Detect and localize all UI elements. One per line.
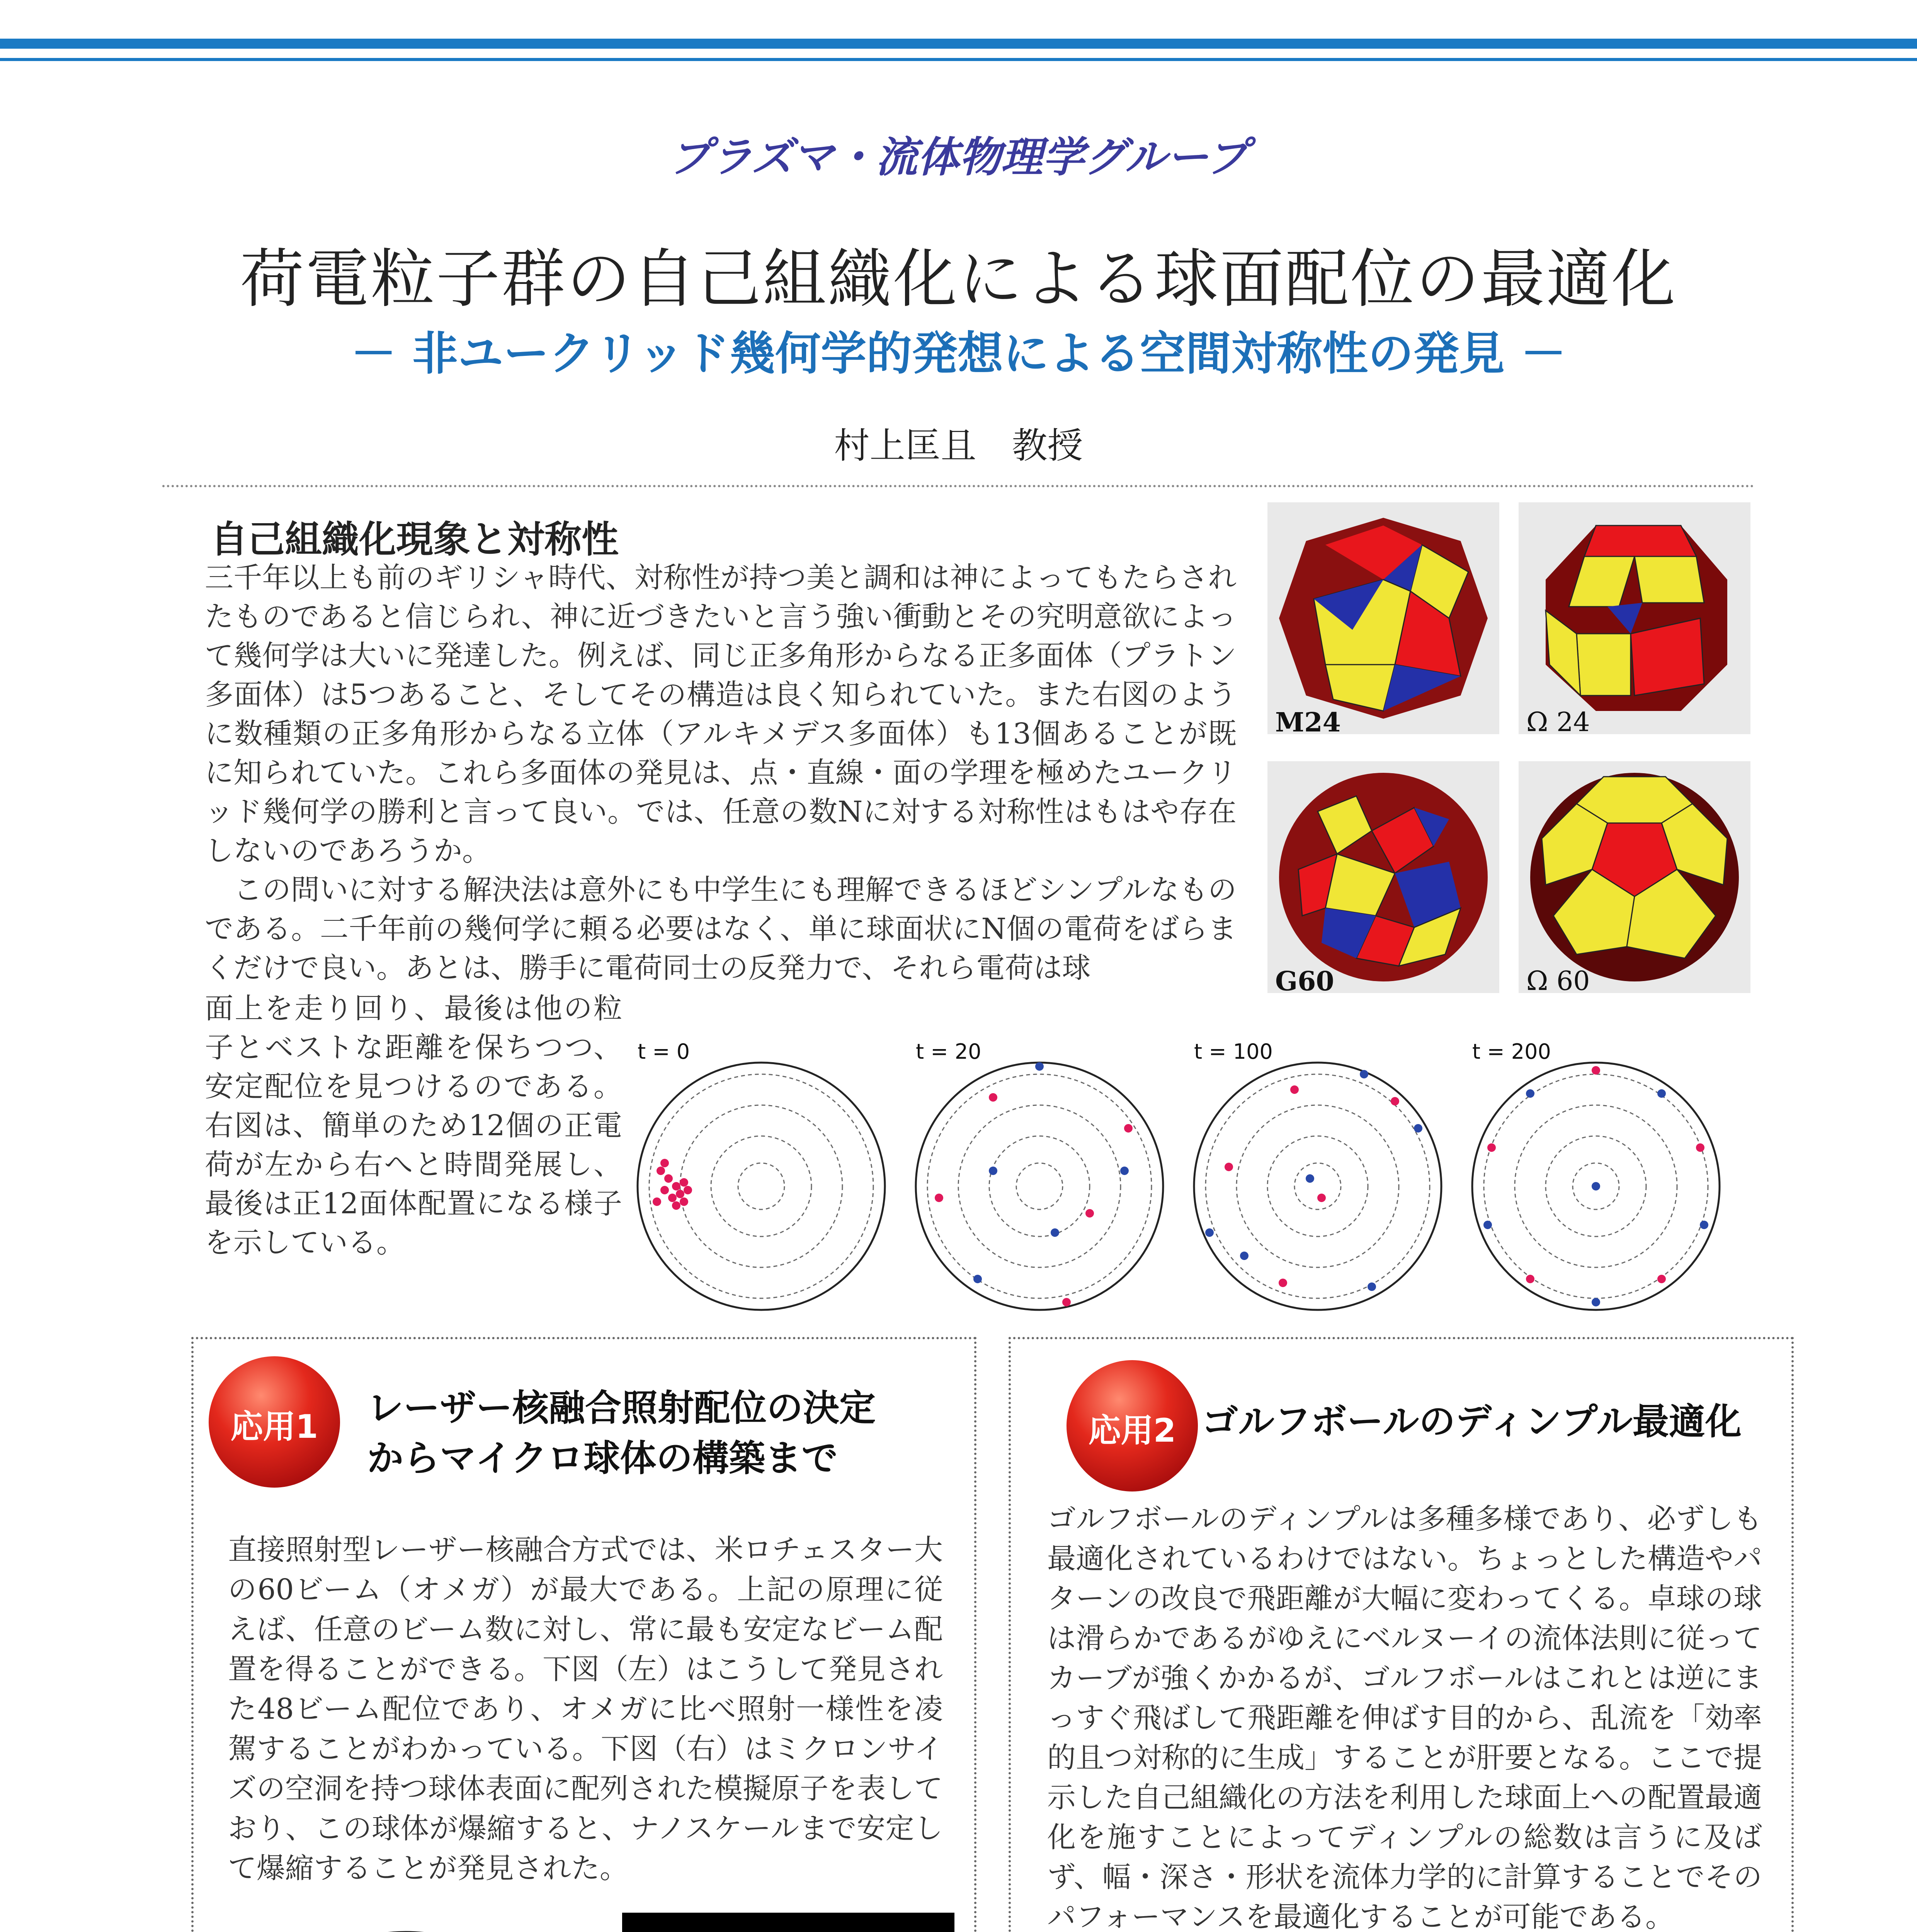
evolution-label-t200: t = 200: [1472, 1039, 1551, 1064]
polyhedron-label-g60: G60: [1275, 966, 1334, 997]
paragraph-3: 面上を走り回り、最後は他の粒子とベストな距離を保ちつつ、安定配位を見つけるのである。右図は、簡単のため12個の正電荷が左から右へと時間発展し、最後は正12面体配置になる様子を示している。: [205, 992, 622, 1259]
evolution-label-t20: t = 20: [916, 1039, 981, 1064]
section-heading: 自己組織化現象と対称性: [211, 518, 619, 561]
evolution-label-t100: t = 100: [1194, 1039, 1273, 1064]
application-1-heading-line1: レーザー核融合照射配位の決定: [367, 1387, 876, 1429]
paragraph-2: この問いに対する解決法は意外にも中学生にも理解できるほどシンプルなものである。二千年前の幾何学に頼る必要はなく、単に球面状にN個の電荷をばらまくだけで良い。あとは、勝手に電荷同士の反発力で、それら電荷は球: [205, 873, 1237, 985]
polyhedron-m24-image: [1267, 502, 1499, 734]
polyhedron-omega60-image: [1519, 761, 1750, 993]
polyhedron-g60-image: [1267, 761, 1499, 993]
application-1-badge: [209, 1356, 340, 1488]
evolution-label-t0: t = 0: [638, 1039, 690, 1064]
top-rule-thin: [0, 58, 1917, 61]
polyhedron-omega24-image: [1519, 502, 1750, 734]
page-title: 荷電粒子群の自己組織化による球面配位の最適化: [240, 242, 1677, 316]
page-subtitle: － 非ユークリッド幾何学的発想による空間対称性の発見 －: [350, 327, 1567, 380]
section-body: [205, 558, 1237, 988]
application-2-heading: ゴルフボールのディンプル最適化: [1202, 1401, 1742, 1443]
evolution-panel-t200: [1472, 1063, 1720, 1310]
evolution-panel-t20: [916, 1062, 1163, 1310]
header-divider: [162, 485, 1754, 487]
evolution-panel-t100: [1194, 1063, 1441, 1310]
group-name: プラズマ・流体物理学グループ: [669, 133, 1248, 182]
paragraph-1: 三千年以上も前のギリシャ時代、対称性が持つ美と調和は神によってもたらされたものであると信じられ、神に近づきたいと言う強い衝動とその究明意欲によって幾何学は大いに発達した。例えば、同じ正多角形からなる正多面体（プラトン多面体）は5つあること、そしてその構造は良く知られていた。また右図のように数種類の正多角形からなる立体（アルキメデス多面体）も13個あることが既に知られていた。これら多面体の発見は、点・直線・面の学理を極めたユークリッド幾何学の勝利と言って良い。では、任意の数Nに対する対称性はもはや存在しないのであろうか。: [205, 561, 1237, 867]
application-2-body: ゴルフボールのディンプルは多種多様であり、必ずしも最適化されているわけではない。ちょっとした構造やパターンの改良で飛距離が大幅に変わってくる。卓球の球は滑らかであるがゆえにベルヌーイの流体法則に従ってカーブが強くかかるが、ゴルフボールはこれとは逆にまっすぐ飛ばして飛距離を伸ばす目的から、乱流を「効率的且つ対称的に生成」することが肝要となる。ここで提示した自己組織化の方法を利用した球面上への配置最適化を施すことによってディンプルの総数は言うに及ばず、幅・深さ・形状を流体力学的に計算することでそのパフォーマンスを最適化することが可能である。: [1047, 1502, 1762, 1932]
evolution-panel-t0: [638, 1063, 885, 1310]
application-1-badge-label: 応用1: [230, 1408, 318, 1446]
author: 村上匡且 教授: [834, 425, 1083, 466]
m48-beam-configuration-figure: [232, 1928, 580, 1932]
application-1-body: 直接照射型レーザー核融合方式では、米ロチェスター大の60ビーム（オメガ）が最大である。上記の原理に従えば、任意のビーム数に対し、常に最も安定なビーム配置を得ることができる。下図（左）はこうして発見された48ビーム配位であり、オメガに比べ照射一様性を凌駕することがわかっている。下図（右）はミクロンサイズの空洞を持つ球体表面に配列された模擬原子を表しており、この球体が爆縮すると、ナノスケールまで安定して爆縮することが発見された。: [228, 1533, 943, 1885]
charge-evolution-figure: [634, 1059, 1747, 1314]
top-rule-thick: [0, 39, 1917, 49]
polyhedron-label-omega60: Ω 60: [1526, 966, 1590, 997]
application-1-heading-line2: からマイクロ球体の構築まで: [367, 1437, 838, 1480]
application-2-badge: [1067, 1360, 1198, 1492]
implosion-sphere-image: [622, 1913, 954, 1932]
polyhedron-label-omega24: Ω 24: [1526, 707, 1590, 738]
application-2-badge-label: 応用2: [1088, 1412, 1176, 1449]
polyhedron-label-m24: M24: [1275, 707, 1341, 738]
